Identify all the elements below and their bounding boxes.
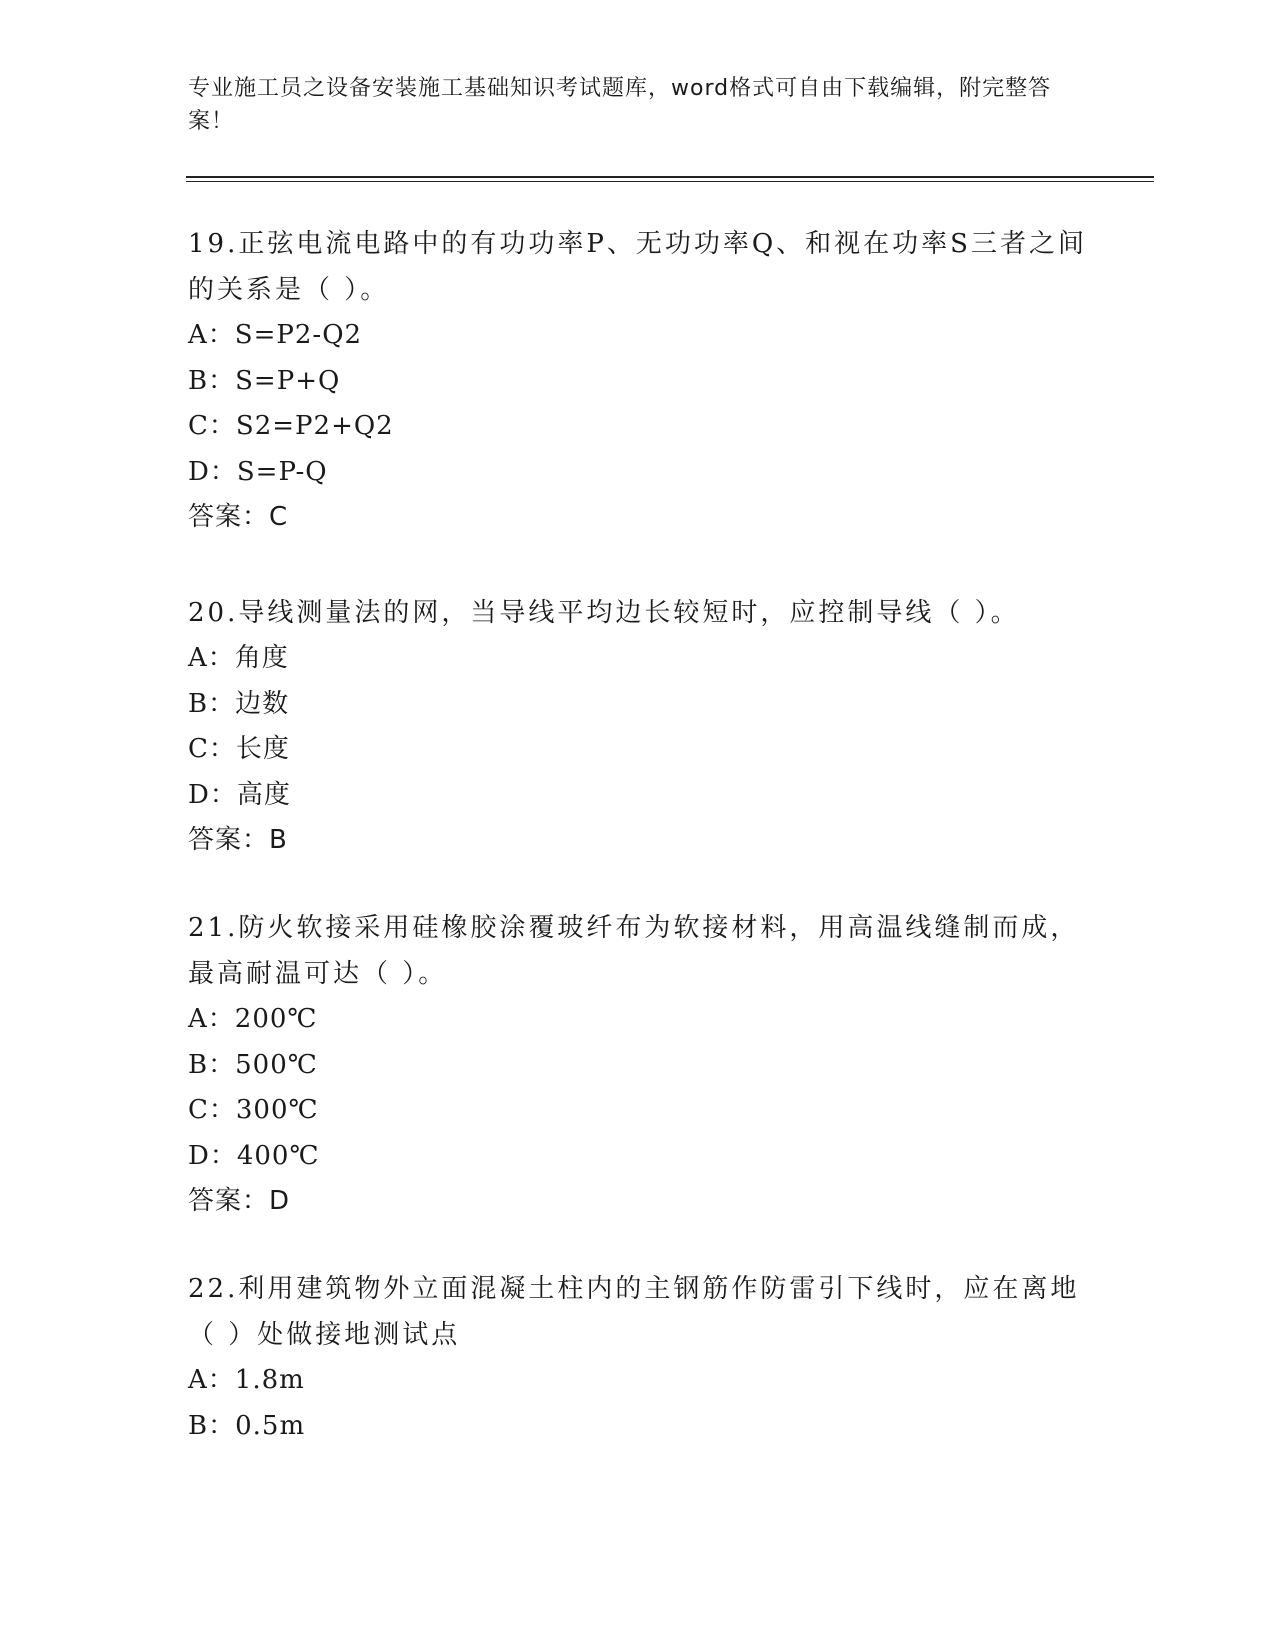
option-b: B：边数 xyxy=(188,688,290,719)
option-d: D：S=P-Q xyxy=(188,456,328,487)
option-b: B：500℃ xyxy=(188,1049,318,1080)
document-header: 专业施工员之设备安装施工基础知识考试题库，word格式可自由下载编辑，附完整答案！ xyxy=(188,76,1052,134)
option-c: C：300℃ xyxy=(188,1095,319,1125)
answer: 答案：B xyxy=(188,825,288,855)
option-d: D：400℃ xyxy=(188,1140,320,1171)
question-21 xyxy=(188,905,1088,1224)
answer: 答案：D xyxy=(188,1186,291,1216)
question-text: 20.导线测量法的网，当导线平均边长较短时，应控制导线（ ）。 xyxy=(188,598,1020,628)
answer: 答案：C xyxy=(188,502,289,532)
option-c: C：S2=P2+Q2 xyxy=(188,411,394,441)
option-a: A：200℃ xyxy=(188,1004,318,1034)
question-19 xyxy=(188,221,1088,540)
question-text: 21.防火软接采用硅橡胶涂覆玻纤布为软接材料，用高温线缝制而成，最高耐温可达（ ）。 xyxy=(188,913,1080,989)
question-text: 22.利用建筑物外立面混凝土柱内的主钢筋作防雷引下线时，应在离地（ ）处做接地测试点 xyxy=(188,1274,1080,1350)
option-b: B：0.5m xyxy=(188,1410,306,1441)
question-22 xyxy=(188,1266,1088,1449)
option-b: B：S=P+Q xyxy=(188,365,341,396)
header-divider-thick xyxy=(186,176,1154,178)
option-c: C：长度 xyxy=(188,734,290,764)
question-text: 19.正弦电流电路中的有功功率P、无功功率Q、和视在功率S三者之间的关系是（ ）。 xyxy=(188,229,1087,305)
question-20 xyxy=(188,590,1088,863)
option-a: A：角度 xyxy=(188,643,289,673)
option-d: D：高度 xyxy=(188,779,291,810)
header-divider-thin xyxy=(186,181,1154,182)
option-a: A：S=P2-Q2 xyxy=(188,320,363,350)
option-a: A：1.8m xyxy=(188,1365,305,1395)
